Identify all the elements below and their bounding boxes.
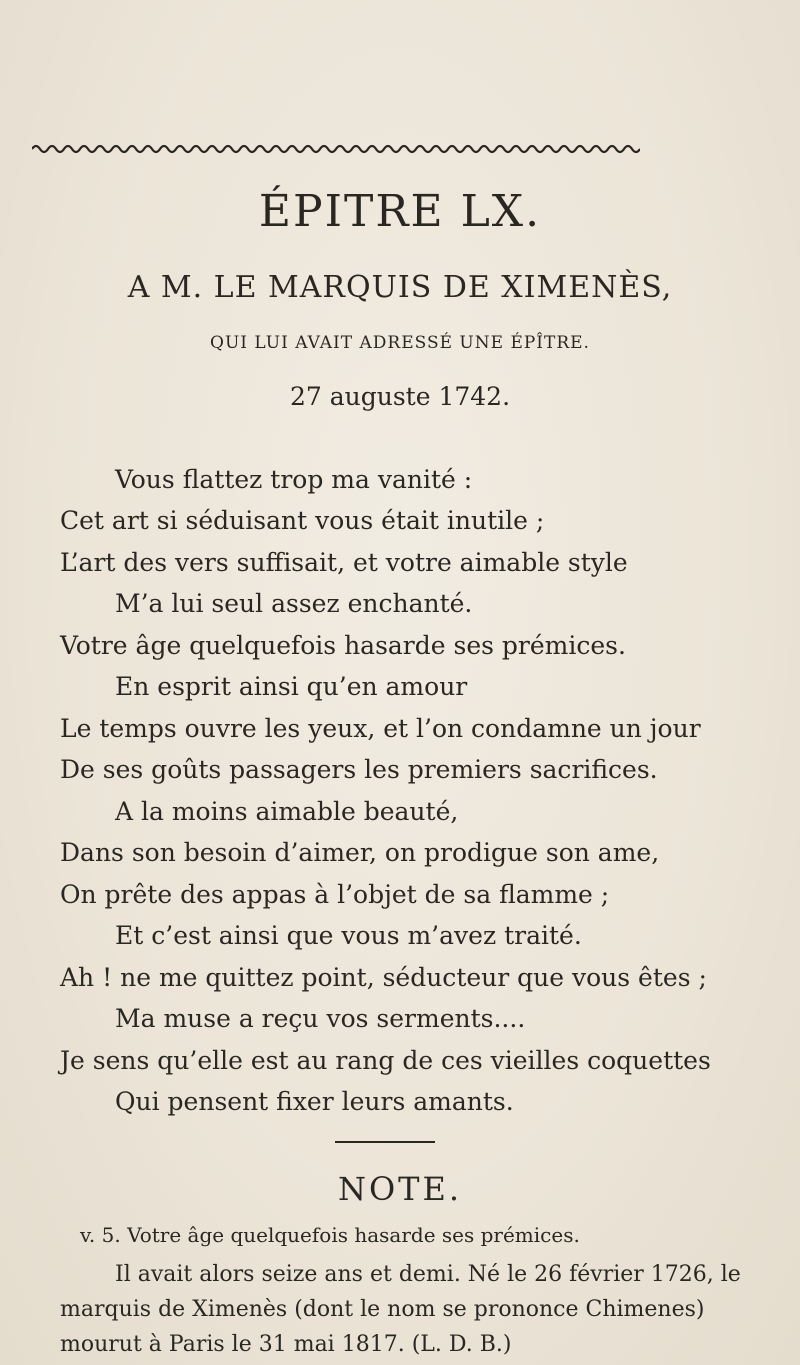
note-reference: v. 5. Votre âge quelquefois hasarde ses prémices. xyxy=(80,1223,580,1247)
poem-line: Cet art si séduisant vous était inutile ; xyxy=(60,506,545,535)
poem-line: Dans son besoin d’aimer, on prodigue son ame, xyxy=(60,838,660,867)
poem-line: Je sens qu’elle est au rang de ces vieilles coquettes xyxy=(60,1046,711,1075)
poem-line: Ah ! ne me quittez point, séducteur que vous êtes ; xyxy=(60,963,707,992)
note-line: marquis de Ximenès (dont le nom se prononce Chimenes) xyxy=(60,1297,705,1322)
poem-line: L’art des vers suffisait, et votre aimable style xyxy=(60,548,628,577)
poem-line: De ses goûts passagers les premiers sacrifices. xyxy=(60,755,658,784)
note-line: mourut à Paris le 31 mai 1817. (L. D. B.) xyxy=(60,1332,512,1357)
section-divider xyxy=(335,1141,435,1143)
note-heading: NOTE. xyxy=(337,1170,463,1208)
poem-line: On prête des appas à l’objet de sa flamme ; xyxy=(60,880,610,909)
poem-line: M’a lui seul assez enchanté. xyxy=(115,589,473,618)
poem-line: Vous flattez trop ma vanité : xyxy=(115,465,473,494)
epistle-dedication: A M. LE MARQUIS DE XIMENÈS, xyxy=(127,270,673,305)
epistle-date: 27 auguste 1742. xyxy=(289,382,511,411)
poem-line: Et c’est ainsi que vous m’avez traité. xyxy=(115,921,582,950)
note-line: Il avait alors seize ans et demi. Né le 26 février 1726, le xyxy=(115,1262,741,1287)
epistle-subtitle: QUI LUI AVAIT ADRESSÉ UNE ÉPÎTRE. xyxy=(210,333,590,353)
poem-line: Le temps ouvre les yeux, et l’on condamne un jour xyxy=(60,714,701,743)
poem-line: Qui pensent fixer leurs amants. xyxy=(115,1087,514,1116)
poem-line: Votre âge quelquefois hasarde ses prémices. xyxy=(60,631,626,660)
poem-line: A la moins aimable beauté, xyxy=(115,797,459,826)
epistle-title: ÉPITRE LX. xyxy=(258,186,542,237)
poem-line: En esprit ainsi qu’en amour xyxy=(115,672,468,701)
decorative-border-ornament xyxy=(32,142,640,156)
poem-line: Ma muse a reçu vos serments.... xyxy=(115,1004,526,1033)
